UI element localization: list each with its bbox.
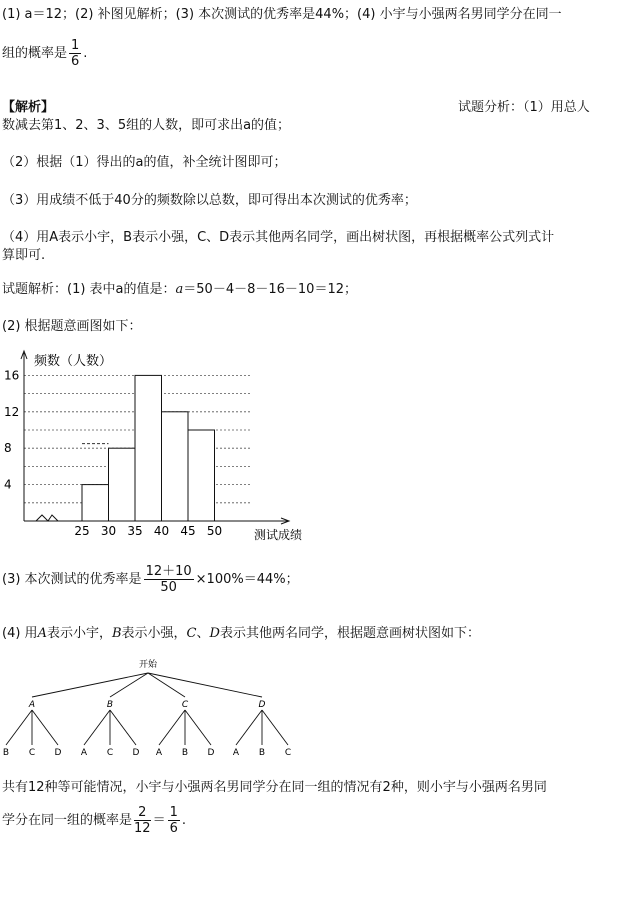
histogram-bar xyxy=(188,430,215,521)
tree-edge xyxy=(84,710,110,745)
solution-step4: (4) 用A表示小宇，B表示小强，C、D表示其他两名同学，根据题意画树状图如下： xyxy=(2,626,480,641)
analysis-step4b: 算即可. xyxy=(2,248,46,263)
x-tick-label: 40 xyxy=(153,524,170,538)
solution-step2: (2) 根据题意画图如下： xyxy=(2,319,142,334)
tree-node-level2: B xyxy=(181,748,189,758)
tree-node-level1: B xyxy=(106,700,114,710)
y-tick-label: 12 xyxy=(4,404,20,419)
x-axis-label: 测试成绩 xyxy=(254,528,303,542)
tree-edge xyxy=(148,673,262,697)
answer-line-1: (1) a＝12；(2) 补图见解析；(3) 本次测试的优秀率是44%；(4) 小宇与小强两名男同学分在同一 xyxy=(2,7,562,22)
tree-edge xyxy=(159,710,185,745)
tree-node-level2: B xyxy=(2,748,10,758)
tree-node-level1: D xyxy=(258,700,266,710)
tree-node-level2: B xyxy=(258,748,266,758)
tree-node-level2: A xyxy=(155,748,163,758)
x-tick-label: 30 xyxy=(100,524,117,538)
fraction-two-twelfths: $\frac{2}{12}$ xyxy=(134,805,151,836)
tree-node-level1: A xyxy=(28,700,36,710)
tree-node-level2: D xyxy=(54,748,62,758)
x-tick-label: 45 xyxy=(180,524,196,538)
tree-node-level2: C xyxy=(28,748,36,758)
tree-node-level2: D xyxy=(207,748,215,758)
y-tick-label: 16 xyxy=(4,368,20,383)
tree-diagram xyxy=(0,655,300,765)
x-tick-label: 25 xyxy=(74,524,90,538)
x-tick-label: 35 xyxy=(127,524,143,538)
histogram-chart xyxy=(0,345,330,545)
tree-node-level2: A xyxy=(80,748,88,758)
tree-edge xyxy=(110,710,136,745)
x-tick-label: 50 xyxy=(206,524,223,538)
tree-edge xyxy=(185,710,211,745)
analysis-step4a: （4）用A表示小宇，B表示小强，C、D表示其他两名同学，画出树状图，再根据概率公式列式计 xyxy=(2,230,555,245)
y-tick-label: 4 xyxy=(4,477,12,492)
solution-step1: 试题解析：(1) 表中a的值是：a＝50－4－8－16－10＝12； xyxy=(2,282,357,297)
answer-line-2: 组的概率是 $\frac{1}{6}$ . xyxy=(2,38,88,69)
fraction-excellence: $\frac{12+10}{50}$ xyxy=(145,564,192,595)
tree-node-level1: C xyxy=(181,700,189,710)
axis-break xyxy=(36,515,58,521)
histogram-bar xyxy=(162,412,189,521)
tree-root-label: 开始 xyxy=(138,660,158,670)
tree-edge xyxy=(236,710,262,745)
tree-edge xyxy=(6,710,32,745)
fraction-one-sixth-final: $\frac{1}{6}$ xyxy=(169,805,178,836)
tree-edge xyxy=(32,710,58,745)
tree-node-level2: A xyxy=(232,748,240,758)
final-line-2: 学分在同一组的概率是 $\frac{2}{12}$ ＝ $\frac{1}{6}$ . xyxy=(2,805,186,836)
tree-edge xyxy=(262,710,288,745)
tree-node-level2: C xyxy=(106,748,114,758)
histogram-bar xyxy=(109,448,136,521)
analysis-step2: （2）根据（1）得出的a的值，补全统计图即可； xyxy=(2,155,287,170)
analysis-step1-cont: 数减去第1、2、3、5组的人数，即可求出a的值； xyxy=(2,118,291,133)
solution-step3: (3) 本次测试的优秀率是 $\frac{12+10}{50}$ ×100%＝44%； xyxy=(2,564,299,595)
histogram-bar xyxy=(82,485,109,521)
final-line-1: 共有12种等可能情况，小宇与小强两名男同学分在同一组的情况有2种，则小宇与小强两名男同 xyxy=(2,780,547,795)
tree-edge xyxy=(32,673,148,697)
tree-node-level2: D xyxy=(132,748,140,758)
fraction-one-sixth: $\frac{1}{6}$ xyxy=(71,38,80,69)
histogram-bar xyxy=(135,375,162,521)
y-axis-label: 频数（人数） xyxy=(34,354,113,369)
tree-node-level2: C xyxy=(284,748,292,758)
analysis-intro: 试题分析：（1）用总人 xyxy=(458,100,590,115)
analysis-heading: 【解析】 xyxy=(2,100,55,115)
y-tick-label: 8 xyxy=(4,441,12,456)
analysis-step3: （3）用成绩不低于40分的频数除以总数，即可得出本次测试的优秀率； xyxy=(2,193,417,208)
